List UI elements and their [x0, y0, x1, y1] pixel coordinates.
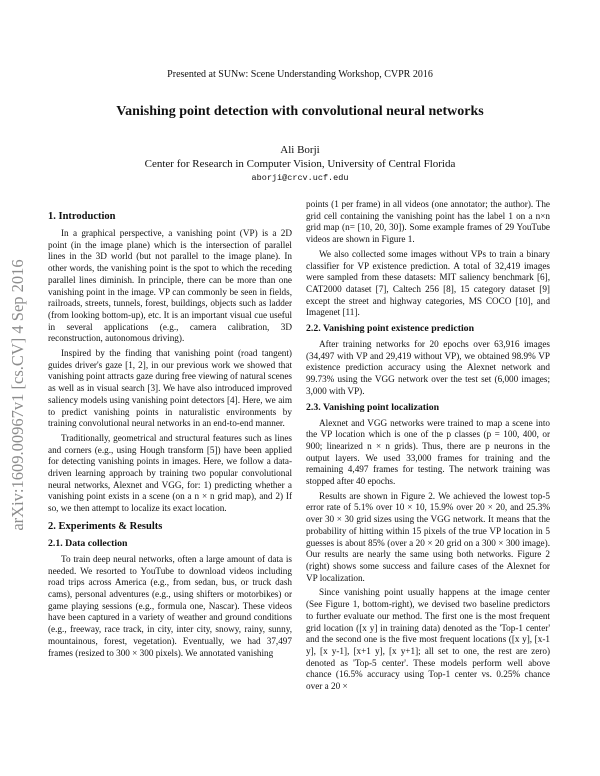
- paragraph: After training networks for 20 epochs over 63,916 images (34,497 with VP and 29,419 without VP), we obtained 98.9% VP existence prediction accuracy using the Alexnet network and 99.73% using the VGG network over the test set (6,000 images; 3,000 with VP).: [306, 339, 550, 396]
- section-heading-experiments: 2. Experiments & Results: [48, 520, 163, 532]
- paragraph: To train deep neural networks, often a large amount of data is needed. We resorted to YouTube to download videos including road trips across America (e.g., from sedan, bus, or truck dash cams), personal adventures (e.g., using shifters or motorbikes) or game playing sessions (e.g., formula one, Nascar). These videos have been captured in a variety of weather and ground conditions (e.g., freeway, race track, in city, inter city, snowy, rainy, sunny, mountainous, forest, vegetation). Eventually, we had 37,497 frames (resized to 300 × 300 pixels). We annotated vanishing: [48, 553, 292, 658]
- paper-title: Vanishing point detection with convolutional neural networks: [116, 104, 484, 119]
- paragraph: Results are shown in Figure 2. We achieved the lowest top-5 error rate of 5.1% over 10 × 10, 15.9% over 20 × 20, and 25.3% over 30 × 30 grid sizes using the VGG network. It means that the probability of hitting within 15 pixels of the true VP location in 5 guesses is about 85% (over a 20 × 20 grid on a 300 × 300 image). Our results are nearly the same using both networks. Figure 2 (right) shows some success and failure cases of the Alexnet for VP localization.: [306, 490, 550, 583]
- author-name: Ali Borji: [280, 144, 320, 156]
- right-column: [306, 199, 550, 696]
- paragraph: In a graphical perspective, a vanishing point (VP) is a 2D point (in the image plane) which is the intersection of parallel lines in the 3D world (but not parallel to the image plane). In other words, the vanishing point is the spot to which the receding parallel lines diminish. In principle, there can be more than one vanishing point in the image. VP can commonly be seen in fields, railroads, streets, tunnels, forest, buildings, objects such as ladder (from looking bottom-up), etc. It is an important visual cue useful in several applications (e.g., camera calibration, 3D reconstruction, autonomous driving).: [48, 228, 292, 344]
- venue-line: Presented at SUNw: Scene Understanding Workshop, CVPR 2016: [167, 69, 433, 80]
- paragraph: Traditionally, geometrical and structural features such as lines and corners (e.g., using Hough transform [5]) have been applied for detecting vanishing points in images. Here, we follow a data-driven learning approach by training two popular convolutional neural networks, Alexnet and VGG, for: 1) predicting whether a vanishing point exists in a scene (on a n × n grid map), and 2) If so, we then attempt to localize its exact location.: [48, 432, 292, 514]
- paragraph: Inspired by the finding that vanishing point (road tangent) guides driver's gaze [1, 2], in our previous work we showed that vanishing point attracts gaze during free viewing of natural scenes as well as in visual search [3]. We have also introduced improved saliency models using vanishing point detectors [4]. Here, we aim to predict vanishing points in naturalistic environments by training convolutional neural networks in an end-to-end manner.: [48, 348, 292, 429]
- left-column: [48, 205, 292, 662]
- paragraph: Alexnet and VGG networks were trained to map a scene into the VP location which is one of the p classes (p = 100, 400, or 900; linearized n × n grids). Thus, there are p neurons in the output layers. We used 33,000 frames for training and the remaining 4,497 frames for testing. The network training was stopped after 40 epochs.: [306, 417, 550, 487]
- subsection-heading-localization: 2.3. Vanishing point localization: [306, 401, 440, 413]
- subsection-heading-data-collection: 2.1. Data collection: [48, 537, 128, 549]
- paragraph: We also collected some images without VPs to train a binary classifier for VP existence prediction. A total of 32,419 images were sampled from these datasets: MIT saliency benchmark [6], CAT2000 dataset [7], Caltech 256 [8], 15 category dataset [9] except the street and highway categories, MS COCO [10], and Imagenet [11].: [306, 248, 550, 318]
- paragraph: points (1 per frame) in all videos (one annotator; the author). The grid cell containing the vanishing point has the label 1 on a n×n grid map (n= [10, 20, 30]). Some example frames of 29 YouTube videos are shown in Figure 1.: [306, 199, 550, 245]
- author-email: aborji@crcv.ucf.edu: [251, 173, 349, 183]
- affiliation: Center for Research in Computer Vision, University of Central Florida: [144, 158, 456, 170]
- section-heading-introduction: 1. Introduction: [48, 211, 116, 222]
- arxiv-stamp-text: arXiv:1609.00967v1 [cs.CV] 4 Sep 2016: [8, 259, 27, 531]
- subsection-heading-existence: 2.2. Vanishing point existence prediction: [306, 323, 475, 335]
- paragraph: Since vanishing point usually happens at the image center (See Figure 1, bottom-right), we devised two baseline predictors to further evaluate our method. The first one is the most frequent grid location ([x y] in training data) denoted as the 'Top-1 center' and the second one is the five most frequent locations ([x y], [x-1 y], [x y-1], [x+1 y], [x y+1]; all set to one, the rest are zero) denoted as 'Top-5 center'. These models perform well above chance (16.5% accuracy using Top-1 center vs. 0.25% chance over a 20 ×: [306, 587, 550, 692]
- arxiv-stamp: [6, 195, 30, 595]
